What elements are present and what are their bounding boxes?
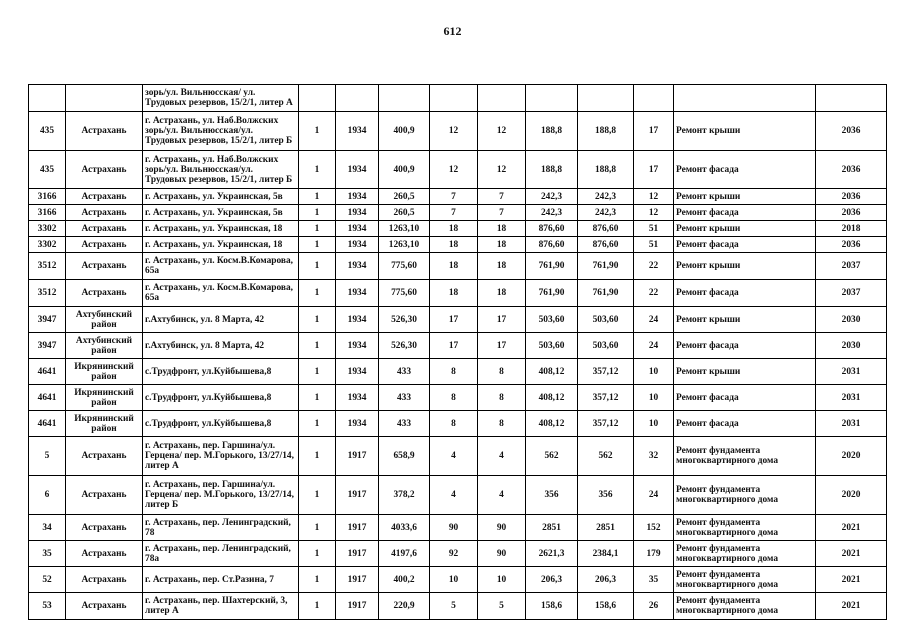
row-count: 1 [299, 385, 336, 411]
row-value-a: 17 [430, 307, 478, 333]
row-work-type: Ремонт фасада [674, 385, 816, 411]
table-row [29, 515, 887, 541]
row-total-area: 433 [379, 411, 430, 437]
row-id: 6 [29, 476, 66, 515]
row-plan-year: 2036 [816, 151, 887, 189]
row-value-a: 12 [430, 151, 478, 189]
row-value-c: 17 [634, 151, 674, 189]
row-value-a: 7 [430, 205, 478, 221]
row-address: г. Астрахань, ул. Украинская, 5в [143, 205, 299, 221]
row-area-b: 503,60 [578, 307, 634, 333]
row-plan-year: 2036 [816, 189, 887, 205]
row-id: 34 [29, 515, 66, 541]
row-value-a: 12 [430, 112, 478, 151]
table-row [29, 411, 887, 437]
row-locality: Астрахань [66, 567, 143, 593]
row-address: зорь/ул. Вильнюсская/ ул. Трудовых резервов, 15/2/1, литер А [143, 85, 299, 112]
row-id: 3166 [29, 205, 66, 221]
row-locality: Икрянинский район [66, 385, 143, 411]
row-address: г. Астрахань, пер. Гаршина/ул. Герцена/ пер. М.Горького, 13/27/14, литер А [143, 437, 299, 476]
row-plan-year: 2031 [816, 359, 887, 385]
row-value-b: 5 [478, 593, 526, 620]
row-count: 1 [299, 567, 336, 593]
row-count: 1 [299, 205, 336, 221]
row-year: 1934 [336, 253, 379, 280]
row-id: 35 [29, 541, 66, 567]
row-work-type: Ремонт крыши [674, 112, 816, 151]
row-area-b: 357,12 [578, 411, 634, 437]
row-area-b: 357,12 [578, 359, 634, 385]
row-count [299, 85, 336, 112]
row-count: 1 [299, 112, 336, 151]
row-locality: Астрахань [66, 593, 143, 620]
row-area-a: 876,60 [526, 221, 578, 237]
row-address: г. Астрахань, ул. Украинская, 5в [143, 189, 299, 205]
row-work-type: Ремонт фасада [674, 205, 816, 221]
row-value-c: 12 [634, 205, 674, 221]
table-row [29, 85, 887, 112]
row-work-type [674, 85, 816, 112]
row-id: 3512 [29, 280, 66, 307]
row-value-a: 5 [430, 593, 478, 620]
row-total-area: 775,60 [379, 253, 430, 280]
row-area-a: 242,3 [526, 205, 578, 221]
row-count: 1 [299, 307, 336, 333]
row-total-area: 1263,10 [379, 237, 430, 253]
row-address: г. Астрахань, ул. Косм.В.Комарова, 65а [143, 253, 299, 280]
register-table [28, 84, 887, 620]
row-area-a: 158,6 [526, 593, 578, 620]
row-count: 1 [299, 593, 336, 620]
row-value-b: 18 [478, 221, 526, 237]
row-total-area [379, 85, 430, 112]
row-address: г. Астрахань, ул. Украинская, 18 [143, 237, 299, 253]
row-value-a: 10 [430, 567, 478, 593]
row-address: г.Ахтубинск, ул. 8 Марта, 42 [143, 307, 299, 333]
row-address: г. Астрахань, пер. Шахтерский, 3, литер А [143, 593, 299, 620]
row-address: с.Трудфронт, ул.Куйбышева,8 [143, 385, 299, 411]
row-plan-year: 2036 [816, 205, 887, 221]
row-total-area: 400,9 [379, 112, 430, 151]
row-count: 1 [299, 189, 336, 205]
row-area-a: 2851 [526, 515, 578, 541]
row-id: 4641 [29, 359, 66, 385]
row-value-c: 32 [634, 437, 674, 476]
row-address: г. Астрахань, ул. Косм.В.Комарова, 65а [143, 280, 299, 307]
row-locality: Астрахань [66, 476, 143, 515]
row-area-a: 356 [526, 476, 578, 515]
row-locality: Астрахань [66, 237, 143, 253]
row-year: 1934 [336, 221, 379, 237]
row-area-b: 206,3 [578, 567, 634, 593]
row-value-b: 8 [478, 385, 526, 411]
row-value-c: 10 [634, 411, 674, 437]
row-area-a: 503,60 [526, 307, 578, 333]
row-work-type: Ремонт фундамента многоквартирного дома [674, 593, 816, 620]
row-value-c: 24 [634, 476, 674, 515]
row-area-b: 761,90 [578, 280, 634, 307]
row-value-c: 12 [634, 189, 674, 205]
row-area-b: 158,6 [578, 593, 634, 620]
row-count: 1 [299, 437, 336, 476]
row-value-b: 12 [478, 151, 526, 189]
table-row [29, 221, 887, 237]
row-work-type: Ремонт фундамента многоквартирного дома [674, 541, 816, 567]
row-area-b: 242,3 [578, 189, 634, 205]
row-value-b: 4 [478, 437, 526, 476]
row-work-type: Ремонт фундамента многоквартирного дома [674, 437, 816, 476]
row-value-a: 4 [430, 476, 478, 515]
row-value-a: 18 [430, 237, 478, 253]
table-row [29, 385, 887, 411]
row-locality: Астрахань [66, 205, 143, 221]
row-value-a: 7 [430, 189, 478, 205]
row-value-a: 18 [430, 253, 478, 280]
row-id: 3166 [29, 189, 66, 205]
row-value-b: 10 [478, 567, 526, 593]
table-row [29, 237, 887, 253]
row-total-area: 220,9 [379, 593, 430, 620]
row-plan-year: 2021 [816, 515, 887, 541]
row-locality: Астрахань [66, 515, 143, 541]
row-year: 1934 [336, 411, 379, 437]
row-value-c: 51 [634, 237, 674, 253]
row-work-type: Ремонт фасада [674, 151, 816, 189]
row-value-b: 7 [478, 205, 526, 221]
row-work-type: Ремонт крыши [674, 307, 816, 333]
row-value-c: 17 [634, 112, 674, 151]
row-count: 1 [299, 541, 336, 567]
row-area-a: 2621,3 [526, 541, 578, 567]
row-value-a: 90 [430, 515, 478, 541]
row-value-b: 7 [478, 189, 526, 205]
row-area-b: 242,3 [578, 205, 634, 221]
row-area-a: 188,8 [526, 112, 578, 151]
row-work-type: Ремонт фасада [674, 333, 816, 359]
row-total-area: 4197,6 [379, 541, 430, 567]
row-value-a: 18 [430, 280, 478, 307]
row-address: г. Астрахань, пер. Гаршина/ул. Герцена/ пер. М.Горького, 13/27/14, литер Б [143, 476, 299, 515]
row-plan-year: 2021 [816, 567, 887, 593]
row-year: 1934 [336, 189, 379, 205]
row-locality: Ахтубинский район [66, 307, 143, 333]
row-id: 3947 [29, 333, 66, 359]
row-value-a: 8 [430, 359, 478, 385]
row-address: г. Астрахань, ул. Украинская, 18 [143, 221, 299, 237]
row-plan-year: 2036 [816, 112, 887, 151]
row-area-a [526, 85, 578, 112]
row-area-a: 242,3 [526, 189, 578, 205]
row-address: г.Ахтубинск, ул. 8 Марта, 42 [143, 333, 299, 359]
row-work-type: Ремонт фундамента многоквартирного дома [674, 476, 816, 515]
row-total-area: 658,9 [379, 437, 430, 476]
row-area-b: 562 [578, 437, 634, 476]
row-address: г. Астрахань, ул. Наб.Волжских зорь/ул. Вильнюсская/ул. Трудовых резервов, 15/2/1, литер Б [143, 151, 299, 189]
row-locality: Ахтубинский район [66, 333, 143, 359]
row-locality: Икрянинский район [66, 359, 143, 385]
row-value-a: 17 [430, 333, 478, 359]
row-plan-year: 2020 [816, 476, 887, 515]
row-locality: Астрахань [66, 189, 143, 205]
row-address: г. Астрахань, пер. Ленинградский, 78а [143, 541, 299, 567]
row-area-a: 206,3 [526, 567, 578, 593]
row-value-b: 90 [478, 515, 526, 541]
row-total-area: 4033,6 [379, 515, 430, 541]
row-value-a: 8 [430, 411, 478, 437]
row-plan-year [816, 85, 887, 112]
row-year: 1917 [336, 593, 379, 620]
row-value-c: 35 [634, 567, 674, 593]
row-count: 1 [299, 359, 336, 385]
row-value-a: 18 [430, 221, 478, 237]
row-plan-year: 2030 [816, 307, 887, 333]
row-address: г. Астрахань, ул. Наб.Волжских зорь/ул. Вильнюсская/ул. Трудовых резервов, 15/2/1, литер Б [143, 112, 299, 151]
row-plan-year: 2031 [816, 385, 887, 411]
table-row [29, 541, 887, 567]
register-table-body [29, 85, 887, 620]
row-address: г. Астрахань, пер. Ленинградский, 78 [143, 515, 299, 541]
row-work-type: Ремонт фасада [674, 280, 816, 307]
row-count: 1 [299, 237, 336, 253]
row-plan-year: 2021 [816, 541, 887, 567]
row-value-c: 26 [634, 593, 674, 620]
row-value-c: 152 [634, 515, 674, 541]
row-value-b: 8 [478, 359, 526, 385]
table-row [29, 205, 887, 221]
row-year [336, 85, 379, 112]
row-total-area: 526,30 [379, 333, 430, 359]
row-total-area: 1263,10 [379, 221, 430, 237]
row-area-a: 503,60 [526, 333, 578, 359]
row-work-type: Ремонт крыши [674, 189, 816, 205]
row-value-b: 12 [478, 112, 526, 151]
row-value-c: 179 [634, 541, 674, 567]
row-area-a: 761,90 [526, 253, 578, 280]
row-work-type: Ремонт фундамента многоквартирного дома [674, 515, 816, 541]
row-year: 1917 [336, 567, 379, 593]
row-address: г. Астрахань, пер. Ст.Разина, 7 [143, 567, 299, 593]
row-plan-year: 2021 [816, 593, 887, 620]
row-locality: Астрахань [66, 541, 143, 567]
row-id: 3302 [29, 237, 66, 253]
table-row [29, 253, 887, 280]
table-row [29, 476, 887, 515]
row-total-area: 433 [379, 385, 430, 411]
row-area-b: 761,90 [578, 253, 634, 280]
row-area-a: 761,90 [526, 280, 578, 307]
row-work-type: Ремонт фасада [674, 411, 816, 437]
row-year: 1934 [336, 359, 379, 385]
row-id: 52 [29, 567, 66, 593]
row-count: 1 [299, 333, 336, 359]
row-total-area: 526,30 [379, 307, 430, 333]
row-area-b: 188,8 [578, 151, 634, 189]
row-value-a: 8 [430, 385, 478, 411]
row-locality: Икрянинский район [66, 411, 143, 437]
row-year: 1934 [336, 237, 379, 253]
row-area-a: 408,12 [526, 385, 578, 411]
table-row [29, 567, 887, 593]
row-plan-year: 2037 [816, 280, 887, 307]
row-id: 3512 [29, 253, 66, 280]
row-total-area: 400,9 [379, 151, 430, 189]
row-plan-year: 2037 [816, 253, 887, 280]
table-row [29, 189, 887, 205]
row-count: 1 [299, 280, 336, 307]
row-value-b: 90 [478, 541, 526, 567]
row-count: 1 [299, 411, 336, 437]
row-plan-year: 2031 [816, 411, 887, 437]
row-total-area: 400,2 [379, 567, 430, 593]
table-row [29, 359, 887, 385]
table-row [29, 112, 887, 151]
row-total-area: 775,60 [379, 280, 430, 307]
row-value-b: 18 [478, 253, 526, 280]
row-count: 1 [299, 221, 336, 237]
row-value-a: 4 [430, 437, 478, 476]
row-total-area: 260,5 [379, 189, 430, 205]
row-id: 53 [29, 593, 66, 620]
row-value-c: 24 [634, 307, 674, 333]
table-row [29, 437, 887, 476]
row-area-b: 2384,1 [578, 541, 634, 567]
row-count: 1 [299, 476, 336, 515]
row-locality: Астрахань [66, 112, 143, 151]
row-area-b: 356 [578, 476, 634, 515]
row-year: 1917 [336, 515, 379, 541]
row-count: 1 [299, 253, 336, 280]
row-locality: Астрахань [66, 221, 143, 237]
row-total-area: 433 [379, 359, 430, 385]
page-number: 612 [443, 24, 462, 38]
row-area-a: 562 [526, 437, 578, 476]
row-area-b: 876,60 [578, 237, 634, 253]
row-id [29, 85, 66, 112]
row-area-a: 876,60 [526, 237, 578, 253]
row-year: 1934 [336, 307, 379, 333]
row-id: 3947 [29, 307, 66, 333]
row-count: 1 [299, 515, 336, 541]
row-total-area: 378,2 [379, 476, 430, 515]
row-id: 435 [29, 151, 66, 189]
row-count: 1 [299, 151, 336, 189]
row-area-b: 357,12 [578, 385, 634, 411]
row-locality [66, 85, 143, 112]
row-locality: Астрахань [66, 253, 143, 280]
row-value-c: 22 [634, 280, 674, 307]
row-value-a: 92 [430, 541, 478, 567]
row-year: 1934 [336, 280, 379, 307]
row-area-a: 188,8 [526, 151, 578, 189]
row-year: 1934 [336, 112, 379, 151]
row-id: 4641 [29, 411, 66, 437]
row-value-c: 22 [634, 253, 674, 280]
row-address: с.Трудфронт, ул.Куйбышева,8 [143, 411, 299, 437]
row-plan-year: 2020 [816, 437, 887, 476]
row-value-c: 10 [634, 385, 674, 411]
table-row [29, 280, 887, 307]
row-area-b [578, 85, 634, 112]
row-value-b: 18 [478, 237, 526, 253]
row-area-b: 876,60 [578, 221, 634, 237]
row-year: 1934 [336, 205, 379, 221]
row-value-b: 17 [478, 307, 526, 333]
row-value-c: 51 [634, 221, 674, 237]
row-area-a: 408,12 [526, 359, 578, 385]
table-row [29, 593, 887, 620]
row-year: 1917 [336, 476, 379, 515]
row-area-b: 188,8 [578, 112, 634, 151]
row-work-type: Ремонт фасада [674, 237, 816, 253]
row-year: 1934 [336, 385, 379, 411]
row-value-b [478, 85, 526, 112]
row-area-a: 408,12 [526, 411, 578, 437]
row-year: 1934 [336, 333, 379, 359]
row-value-b: 18 [478, 280, 526, 307]
row-id: 3302 [29, 221, 66, 237]
row-work-type: Ремонт крыши [674, 221, 816, 237]
row-plan-year: 2036 [816, 237, 887, 253]
row-work-type: Ремонт крыши [674, 253, 816, 280]
row-work-type: Ремонт фундамента многоквартирного дома [674, 567, 816, 593]
table-row [29, 333, 887, 359]
row-year: 1917 [336, 437, 379, 476]
row-locality: Астрахань [66, 151, 143, 189]
table-row [29, 151, 887, 189]
row-address: с.Трудфронт, ул.Куйбышева,8 [143, 359, 299, 385]
row-plan-year: 2018 [816, 221, 887, 237]
row-value-c: 24 [634, 333, 674, 359]
row-locality: Астрахань [66, 437, 143, 476]
table-row [29, 307, 887, 333]
row-value-b: 8 [478, 411, 526, 437]
row-value-b: 17 [478, 333, 526, 359]
row-plan-year: 2030 [816, 333, 887, 359]
row-value-b: 4 [478, 476, 526, 515]
row-locality: Астрахань [66, 280, 143, 307]
row-value-c [634, 85, 674, 112]
row-value-a [430, 85, 478, 112]
row-work-type: Ремонт крыши [674, 359, 816, 385]
row-year: 1934 [336, 151, 379, 189]
row-value-c: 10 [634, 359, 674, 385]
row-area-b: 503,60 [578, 333, 634, 359]
row-id: 5 [29, 437, 66, 476]
row-id: 4641 [29, 385, 66, 411]
row-area-b: 2851 [578, 515, 634, 541]
row-total-area: 260,5 [379, 205, 430, 221]
row-year: 1917 [336, 541, 379, 567]
row-id: 435 [29, 112, 66, 151]
